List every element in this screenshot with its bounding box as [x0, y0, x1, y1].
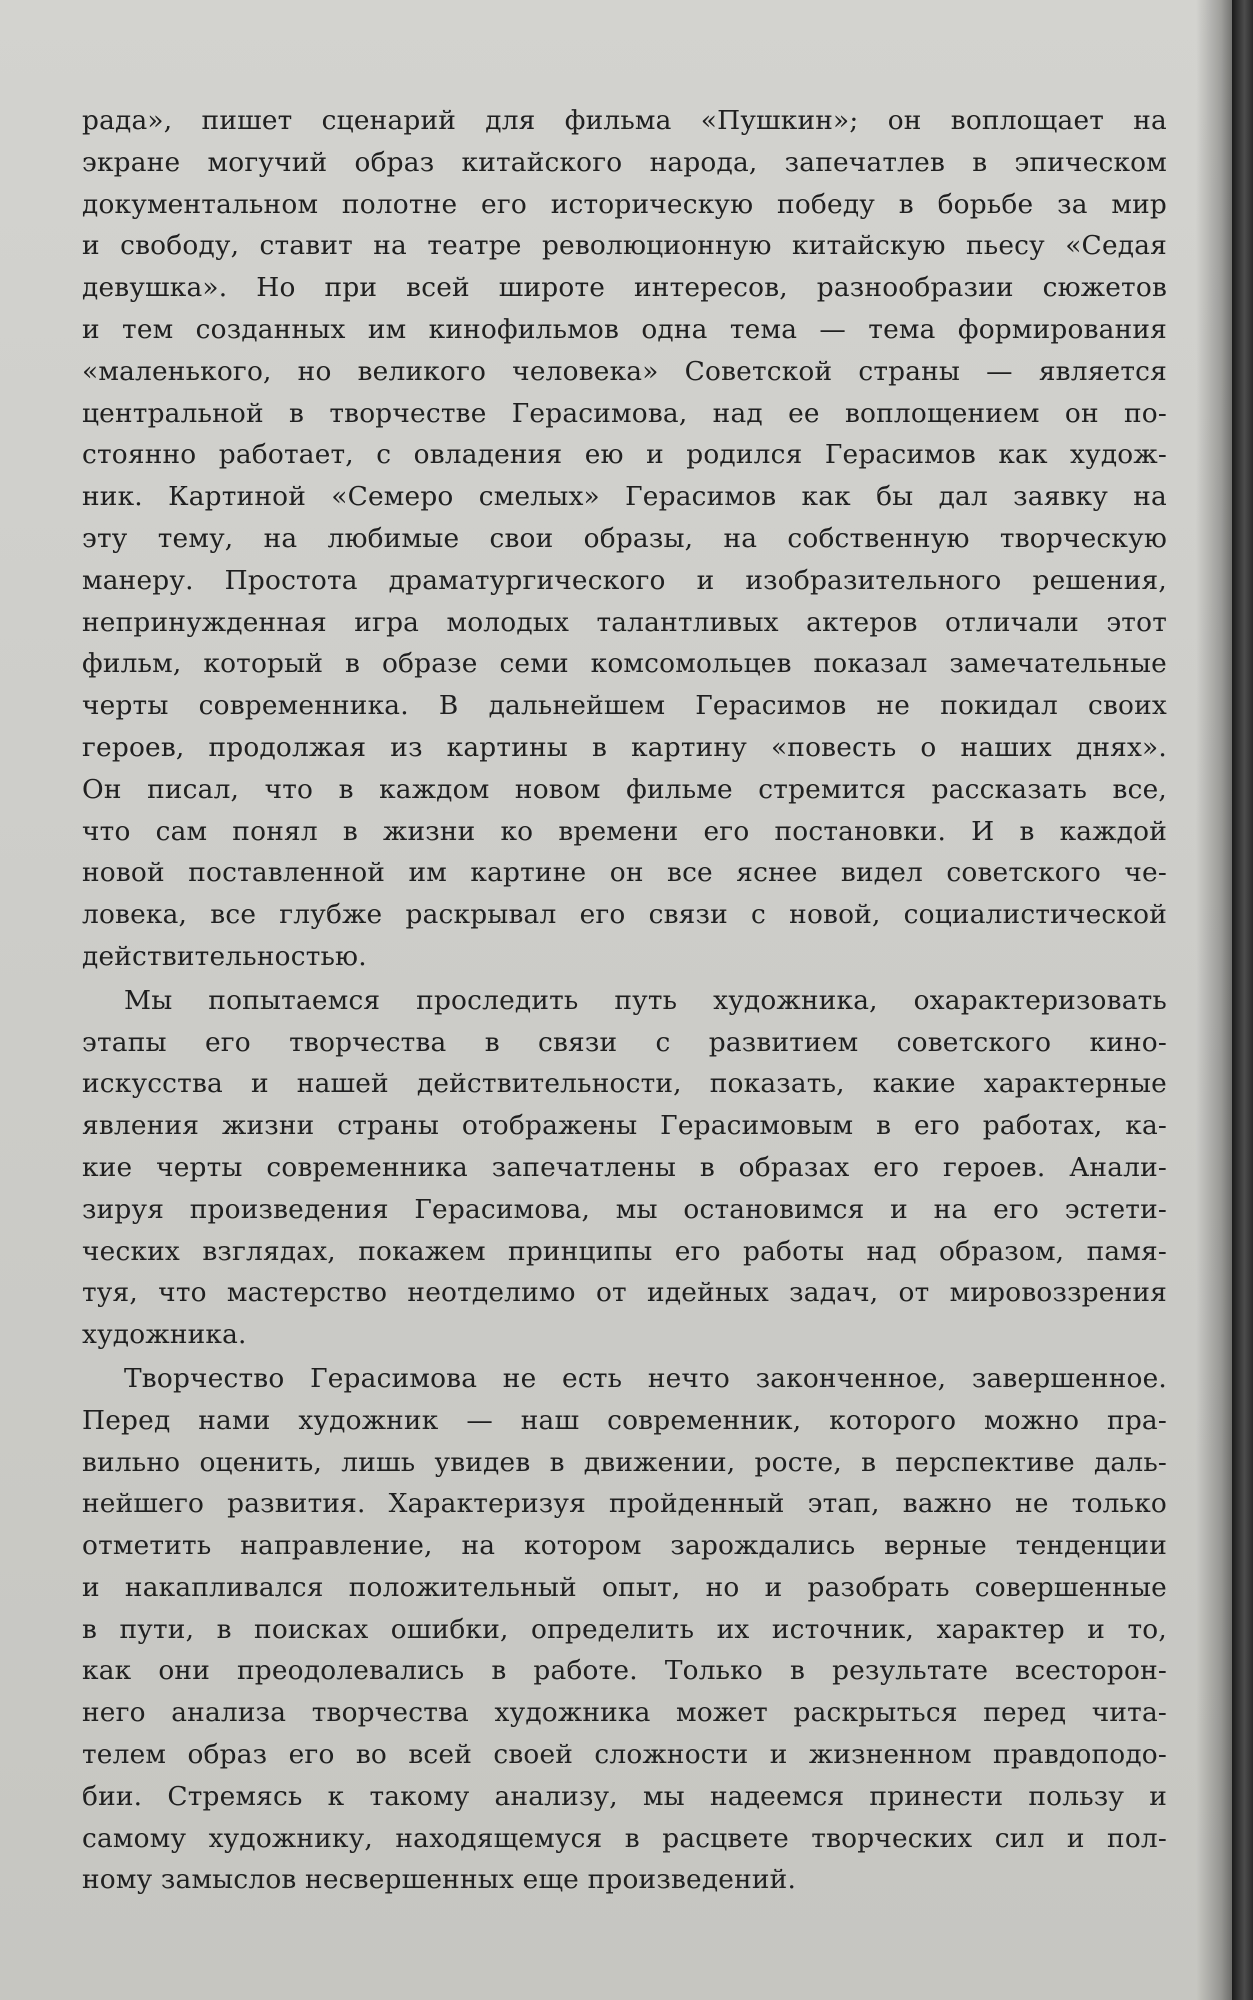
text-line: в пути, в поисках ошибки, определить их источник, характер и то,: [82, 1613, 1167, 1645]
text-line: девушка». Но при всей широте интересов, разнообразии сюжетов: [82, 272, 1167, 304]
text-line: и тем созданных им кинофильмов одна тема — тема формирования: [82, 313, 1167, 345]
text-line: ческих взглядах, покажем принципы его работы над образом, памя-: [82, 1235, 1167, 1267]
text-line: Он писал, что в каждом новом фильме стремится рассказать все,: [82, 773, 1167, 805]
text-line: Творчество Герасимова не есть нечто законченное, завершенное.: [124, 1362, 1167, 1394]
text-line: черты современника. В дальнейшем Герасимов не покидал своих: [82, 690, 1167, 722]
text-line: и накапливался положительный опыт, но и разобрать совершенные: [82, 1571, 1167, 1603]
page-text: [82, 100, 1167, 1901]
text-line: и свободу, ставит на театре революционную китайскую пьесу «Седая: [82, 230, 1167, 262]
text-line: кие черты современника запечатлены в образах его героев. Анали-: [82, 1151, 1167, 1183]
text-line: вильно оценить, лишь увидев в движении, росте, в перспективе даль-: [82, 1446, 1167, 1478]
text-line: нейшего развития. Характеризуя пройденный этап, важно не только: [82, 1488, 1167, 1520]
text-line: как они преодолевались в работе. Только в результате всесторон-: [82, 1655, 1167, 1687]
text-line: стоянно работает, с овладения ею и родился Герасимов как худож-: [82, 439, 1167, 471]
text-line: бии. Стремясь к такому анализу, мы надеемся принести пользу и: [82, 1780, 1167, 1812]
page-shadow: [1196, 0, 1232, 2000]
text-line: центральной в творчестве Герасимова, над ее воплощением он по-: [82, 397, 1167, 429]
text-line: героев, продолжая из картины в картину «повесть о наших днях».: [82, 731, 1167, 763]
text-line: ник. Картиной «Семеро смелых» Герасимов как бы дал заявку на: [82, 481, 1167, 513]
text-line: действительностью.: [82, 940, 367, 972]
text-line: зируя произведения Герасимова, мы остановимся и на его эстети-: [82, 1193, 1167, 1225]
text-line: отметить направление, на котором зарождались верные тенденции: [82, 1530, 1167, 1562]
text-line: туя, что мастерство неотделимо от идейных задач, от мировоззрения: [82, 1277, 1167, 1309]
book-edge: [1232, 0, 1253, 2000]
text-line: непринужденная игра молодых талантливых актеров отличали этот: [82, 606, 1167, 638]
text-line: манеру. Простота драматургического и изобразительного решения,: [82, 564, 1167, 596]
text-line: экране могучий образ китайского народа, запечатлев в эпическом: [82, 146, 1167, 178]
text-line: ному замыслов несвершенных еще произведений.: [82, 1864, 797, 1896]
paragraph-2: [82, 980, 1167, 1356]
text-line: явления жизни страны отображены Герасимовым в его работах, ка-: [82, 1110, 1167, 1142]
text-line: фильм, который в образе семи комсомольцев показал замечательные: [82, 648, 1167, 680]
text-line: новой поставленной им картине он все яснее видел советского че-: [82, 857, 1167, 889]
text-line: телем образ его во всей своей сложности и жизненном правдоподо-: [82, 1739, 1167, 1771]
text-line: Мы попытаемся проследить путь художника, охарактеризовать: [124, 984, 1167, 1016]
text-line: него анализа творчества художника может раскрыться перед чита-: [82, 1697, 1167, 1729]
paragraph-3: [82, 1358, 1167, 1901]
text-line: «маленького, но великого человека» Советской страны — является: [82, 355, 1167, 387]
text-line: что сам понял в жизни ко времени его постановки. И в каждой: [82, 815, 1167, 847]
text-line: искусства и нашей действительности, показать, какие характерные: [82, 1068, 1167, 1100]
text-line: эту тему, на любимые свои образы, на собственную творческую: [82, 522, 1167, 554]
text-line: ловека, все глубже раскрывал его связи с новой, социалистической: [82, 899, 1167, 931]
text-line: художника.: [82, 1319, 247, 1351]
text-line: рада», пишет сценарий для фильма «Пушкин»; он воплощает на: [82, 105, 1167, 136]
text-line: самому художнику, находящемуся в расцвете творческих сил и пол-: [82, 1822, 1167, 1854]
text-line: этапы его творчества в связи с развитием советского кино-: [82, 1026, 1167, 1058]
paragraph-1: [82, 100, 1167, 978]
text-line: документальном полотне его историческую победу в борьбе за мир: [82, 188, 1167, 220]
text-line: Перед нами художник — наш современник, которого можно пра-: [82, 1404, 1167, 1436]
